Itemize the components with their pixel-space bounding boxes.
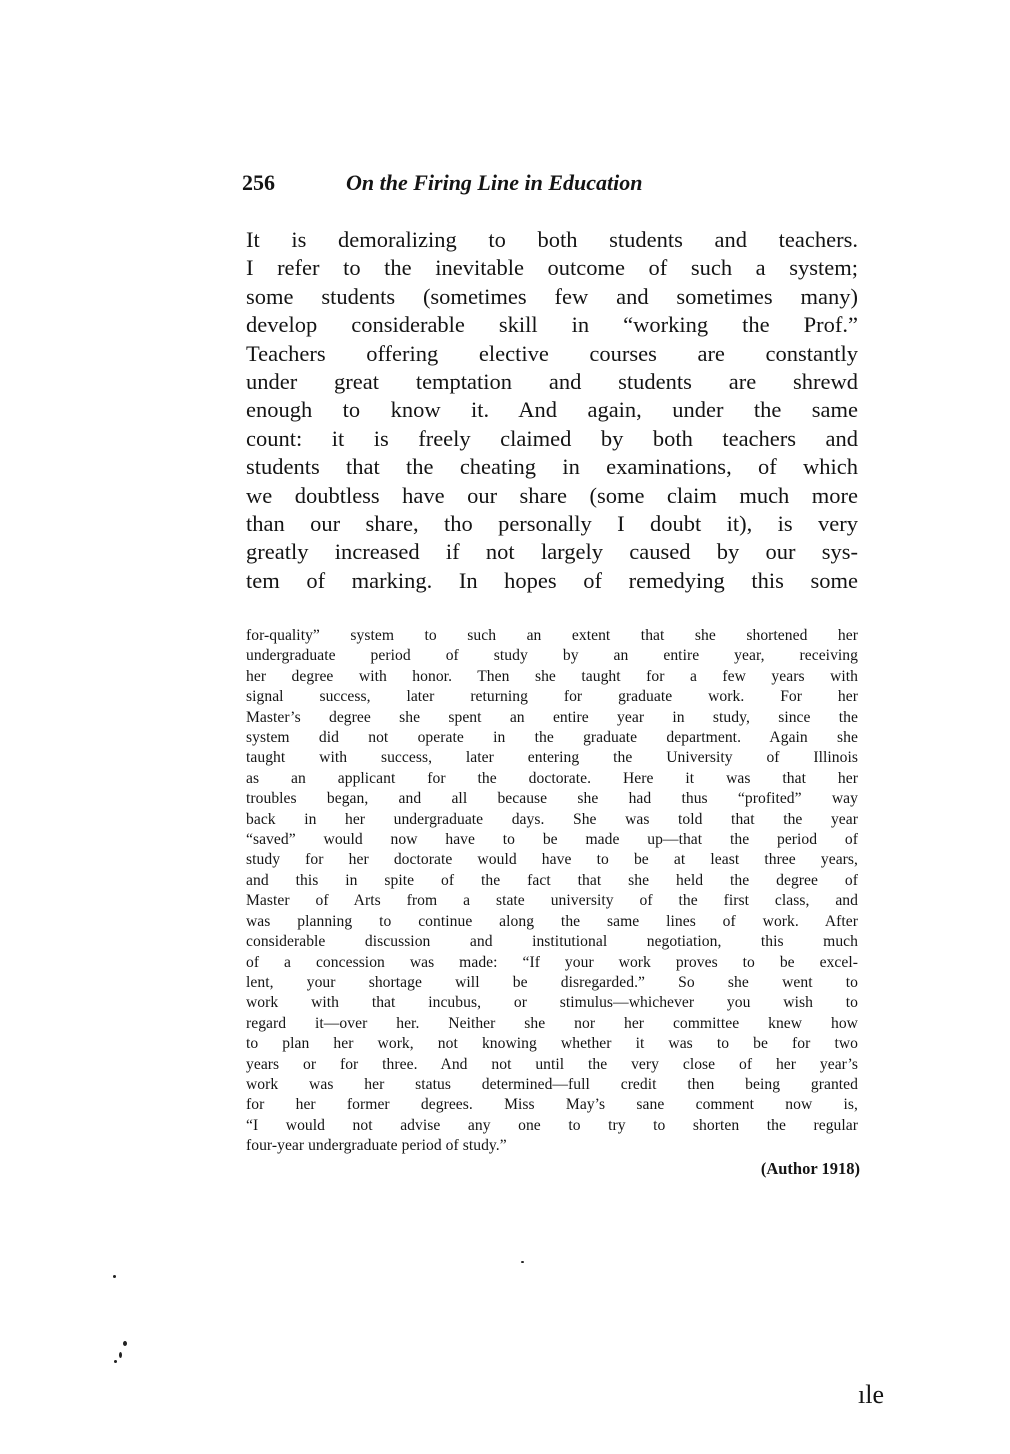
footnote-line-last: four-year undergraduate period of study.”: [246, 1137, 507, 1155]
footnote-line: study for her doctorate would have to be at least three years,: [246, 851, 858, 869]
footnote-line: regard it—over her. Neither she nor her committee knew how: [246, 1014, 858, 1032]
body-line: count: it is freely claimed by both teachers and: [246, 425, 858, 451]
footnote-line: and this in spite of the fact that she held the degree of: [246, 871, 858, 889]
body-line: students that the cheating in examinations, of which: [246, 454, 858, 480]
body-line: than our share, tho personally I doubt it), is very: [246, 511, 858, 537]
footnote-line: was planning to continue along the same lines of work. After: [246, 912, 858, 930]
body-line: I refer to the inevitable outcome of such a system;: [246, 255, 858, 281]
footnote-line: years or for three. And not until the very close of her year’s: [246, 1055, 858, 1073]
footnote-line: lent, your shortage will be disregarded.” So she went to: [246, 973, 858, 991]
footnote-line: Master of Arts from a state university of the first class, and: [246, 892, 858, 910]
footnote-line: undergraduate period of study by an entire year, receiving: [246, 647, 858, 665]
footnote-line: Master’s degree she spent an entire year in study, since the: [246, 708, 858, 726]
body-paragraph: [246, 226, 858, 595]
body-line: enough to know it. And again, under the same: [246, 397, 858, 423]
footnote-attribution: (Author 1918): [760, 1159, 860, 1178]
footnote-line: work was her status determined—full credit then being granted: [246, 1075, 858, 1093]
footnote-line: of a concession was made: “If your work proves to be excel-: [246, 953, 858, 971]
footnote-line: considerable discussion and institutional negotiation, this much: [246, 933, 858, 951]
footnote-line: system did not operate in the graduate department. Again she: [246, 729, 858, 747]
footnote-line: work with that incubus, or stimulus—whichever you wish to: [246, 994, 858, 1012]
footnote-line: her degree with honor. Then she taught for a few years with: [246, 667, 858, 685]
body-line: greatly increased if not largely caused by our sys-: [246, 539, 858, 565]
scan-speck: [113, 1275, 116, 1278]
footnote-line: back in her undergraduate days. She was told that the year: [246, 810, 858, 828]
body-line: It is demoralizing to both students and teachers.: [246, 227, 858, 252]
page-number: 256: [242, 170, 275, 195]
footnote-line: “saved” would now have to be made up—that the period of: [246, 831, 858, 849]
body-line: we doubtless have our share (some claim much more: [246, 482, 858, 508]
running-title: On the Firing Line in Education: [346, 170, 643, 195]
body-line: Teachers offering elective courses are constantly: [246, 340, 858, 366]
bottom-marginal-mark: ıle: [858, 1380, 884, 1409]
footnote-line: troubles began, and all because she had thus “profited” way: [246, 790, 858, 808]
footnote-line: as an applicant for the doctorate. Here it was that her: [246, 769, 858, 787]
scan-speck: [123, 1341, 127, 1346]
scan-speck: [114, 1360, 117, 1363]
scan-speck: [119, 1352, 122, 1358]
footnote-line: signal success, later returning for graduate work. For her: [246, 688, 858, 706]
page-header: [242, 170, 862, 196]
footnote-line: taught with success, later entering the University of Illinois: [246, 749, 858, 767]
body-line: tem of marking. In hopes of remedying this some: [246, 567, 858, 593]
scan-speck: [521, 1261, 524, 1263]
footnote-line: “I would not advise any one to try to shorten the regular: [246, 1116, 858, 1134]
footnote-line: for-quality” system to such an extent that she shortened her: [246, 627, 858, 644]
body-line: some students (sometimes few and sometimes many): [246, 283, 858, 309]
footnote-line: to plan her work, not knowing whether it was to be for two: [246, 1035, 858, 1053]
body-line: under great temptation and students are shrewd: [246, 369, 858, 395]
footnote-line: for her former degrees. Miss May’s sane comment now is,: [246, 1096, 858, 1114]
footnote: [246, 626, 858, 1157]
body-line: develop considerable skill in “working the Prof.”: [246, 312, 858, 338]
